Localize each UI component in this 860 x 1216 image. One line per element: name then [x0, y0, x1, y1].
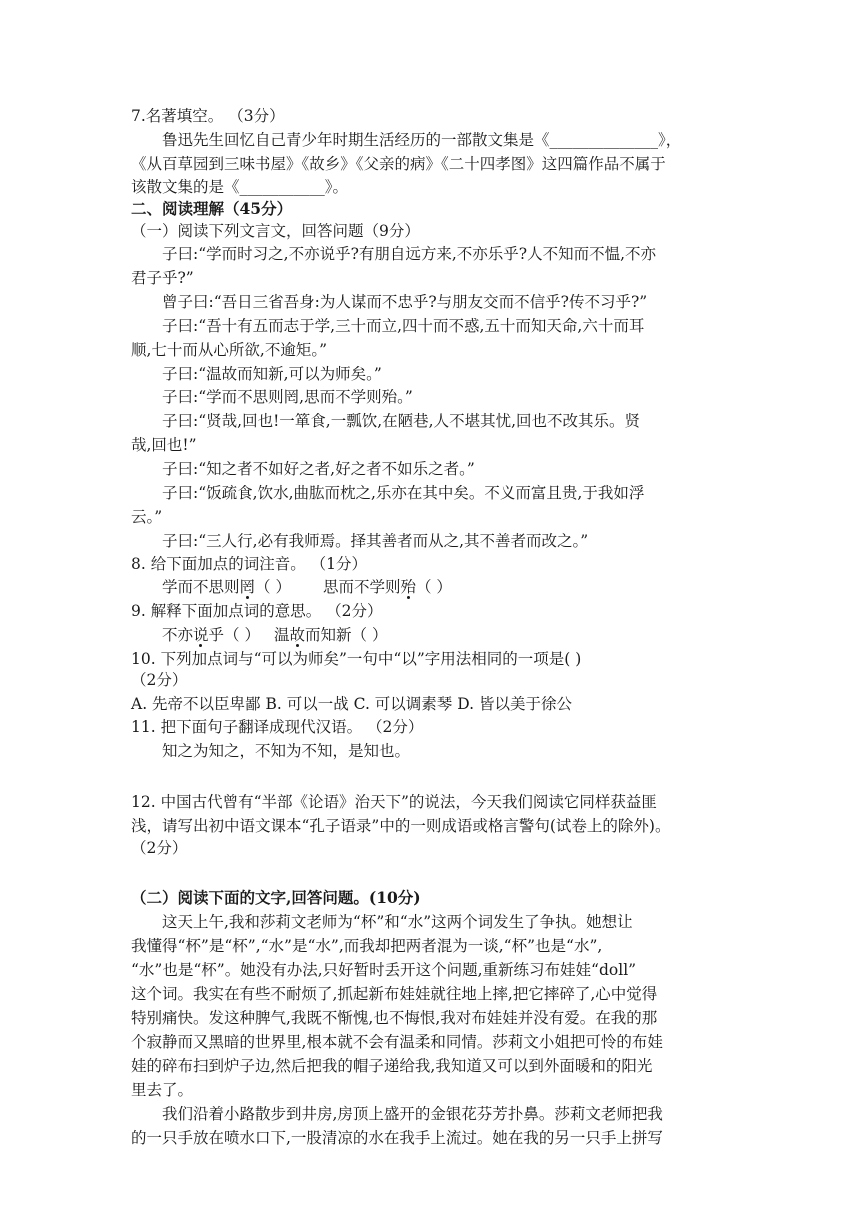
classical-line: 顺,七十而从心所欲,不逾矩。” [131, 341, 328, 359]
q10-line-2: （2分） [131, 671, 188, 689]
q9-answers [162, 624, 732, 646]
q11-title: 11. 把下面句子翻译成现代汉语。 （2分） [131, 718, 424, 736]
q9-title: 9. 解释下面加点词的意思。 （2分） [131, 602, 383, 620]
classical-line: 子曰:“贤哉,回也!一箪食,一瓢饮,在陋巷,人不堪其忧,回也不改其乐。贤 [162, 412, 641, 430]
passage-line: 里去了。 [131, 1081, 194, 1099]
q9-a-text-post: 乎 [208, 626, 225, 644]
q12-line-1: 12. 中国古代曾有“半部《论语》治天下”的说法，今天我们阅读它同样获益匪 [131, 793, 657, 811]
classical-line: 子曰:“知之者不如好之者,好之者不如乐之者。” [162, 460, 475, 478]
q7-line-2: 《从百草园到三味书屋》《故乡》《父亲的病》《二十四孝图》这四篇作品不属于 [131, 155, 666, 173]
q7-line-3: 该散文集的是《___________》。 [131, 178, 349, 196]
q9-b-text-post: 而知新 [305, 626, 352, 644]
q7-title: 7.名著填空。 （3分） [131, 107, 285, 125]
part-2-title: （二）阅读下面的文字,回答问题。(10分) [131, 888, 421, 907]
q9-b-dotted-char: 故 [289, 626, 306, 644]
q8-b-dotted-char: 殆 [400, 578, 416, 596]
classical-line: 子曰:“温故而知新,可以为师矣。” [162, 365, 382, 383]
q8-b-text: 思而不学则 [322, 578, 401, 596]
q8-a-text: 学而不思则 [162, 578, 240, 596]
q8-a-dotted-char: 罔 [239, 578, 256, 596]
passage-line: 这个词。我实在有些不耐烦了,抓起新布娃娃就往地上摔,把它摔碎了,心中觉得 [131, 985, 658, 1003]
passage-line: 我们沿着小路散步到井房,房顶上盛开的金银花芬芳扑鼻。莎莉文老师把我 [162, 1105, 663, 1123]
q12-line-2: 浅，请写出初中语文课本“孔子语录”中的一则成语或格言警句(试卷上的除外)。 [131, 817, 671, 835]
q11-sentence: 知之为知之，不知为不知，是知也。 [162, 742, 411, 760]
q7-line-1: 鲁迅先生回忆自己青少年时期生活经历的一部散文集是《______________》， [162, 131, 682, 149]
q9-b-text: 温 [273, 626, 290, 644]
classical-line: 云。” [131, 508, 163, 526]
q9-a-dotted-char: 说 [193, 626, 209, 644]
q8-title: 8. 给下面加点的词注音。 （1分） [131, 555, 368, 573]
passage-line: 这天上午,我和莎莉文老师为“杯”和“水”这两个词发生了争执。她想让 [162, 913, 633, 931]
q10-options: A. 先帝不以臣卑鄙 B. 可以一战 C. 可以调素琴 D. 皆以美于徐公 [131, 695, 572, 713]
passage-line: “水”也是“杯”。她没有办法,只好暂时丢开这个问题,重新练习布娃娃“doll” [131, 961, 637, 979]
classical-line: 哉,回也!” [131, 436, 197, 454]
classical-line: 君子乎?” [131, 269, 194, 287]
q12-line-3: （2分） [131, 839, 188, 857]
classical-line: 子曰:“饭疏食,饮水,曲肱而枕之,乐亦在其中矣。不义而富且贵,于我如浮 [162, 484, 645, 502]
passage-line: 娃的碎布扫到炉子边,然后把我的帽子递给我,我知道又可以到外面暖和的阳光 [131, 1057, 653, 1075]
classical-line: 子曰:“学而不思则罔,思而不学则殆。” [162, 388, 413, 406]
part-1-title: （一）阅读下列文言文，回答问题（9分） [131, 222, 420, 240]
q9-b-answer-blank[interactable]: （ ） [351, 626, 388, 644]
q10-line-1: 10. 下列加点词与“可以为师矣”一句中“以”字用法相同的一项是( ) [131, 650, 582, 668]
classical-line: 子曰:“吾十有五而志于学,三十而立,四十而不惑,五十而知天命,六十而耳 [162, 317, 645, 335]
q8-a-answer-blank[interactable]: （ ） [255, 578, 291, 596]
section-2-title: 二、阅读理解（45分） [131, 199, 293, 218]
q8-answers [162, 576, 732, 598]
passage-line: 我懂得“杯”是“杯”,“水”是“水”,而我却把两者混为一谈,“杯”也是“水”, [131, 937, 603, 955]
classical-line: 子曰:“学而时习之,不亦说乎?有朋自远方来,不亦乐乎?人不知而不愠,不亦 [162, 245, 657, 263]
classical-line: 曾子曰:“吾日三省吾身:为人谋而不忠乎?与朋友交而不信乎?传不习乎?” [162, 293, 648, 311]
passage-line: 的一只手放在喷水口下,一股清凉的水在我手上流过。她在我的另一只手上拼写 [131, 1129, 663, 1147]
classical-line: 子曰:“三人行,必有我师焉。择其善者而从之,其不善者而改之。” [162, 532, 589, 550]
passage-line: 特别痛快。发这种脾气,我既不惭愧,也不悔恨,我对布娃娃并没有爱。在我的那 [131, 1009, 658, 1027]
q9-a-text: 不亦 [162, 626, 194, 644]
passage-line: 个寂静而又黑暗的世界里,根本就不会有温柔和同情。莎莉文小姐把可怜的布娃 [131, 1033, 663, 1051]
q8-b-answer-blank[interactable]: （ ） [416, 578, 452, 596]
q9-a-answer-blank[interactable]: （ ） [224, 626, 260, 644]
